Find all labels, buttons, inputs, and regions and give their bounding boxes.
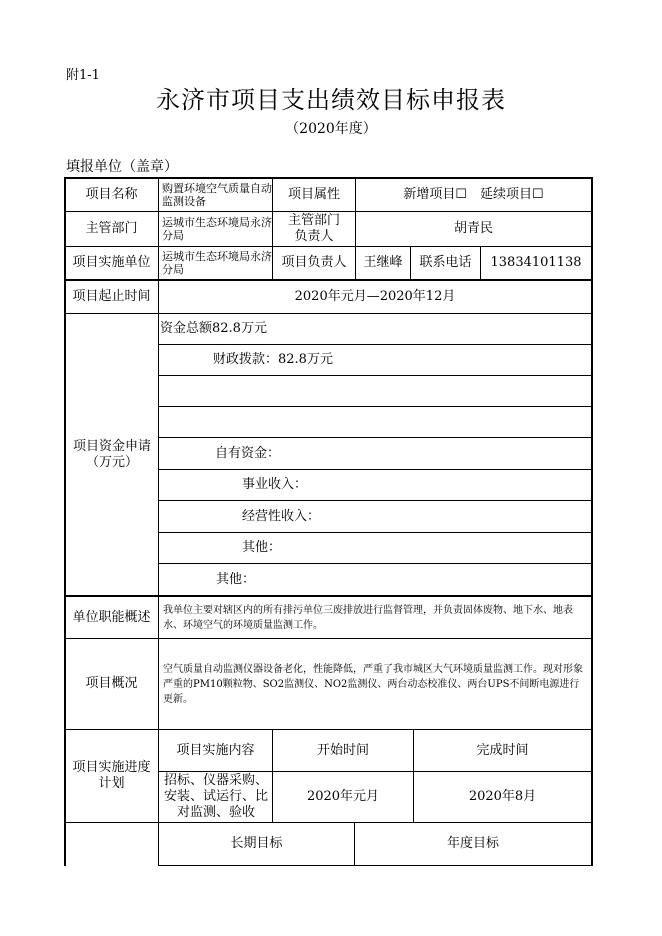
- schedule-end: 2020年8月: [468, 789, 537, 804]
- impl-unit-label: 项目实施单位: [72, 255, 151, 270]
- schedule-content-header: 项目实施内容: [176, 742, 255, 758]
- project-name-value: 购置环境空气质量自动监测设备: [162, 181, 272, 208]
- filling-unit-label: 填报单位（盖章）: [66, 159, 178, 175]
- phone-label: 联系电话: [419, 255, 472, 270]
- dept-value: 运城市生态环境局永济分局: [162, 216, 272, 242]
- project-name-label: 项目名称: [85, 186, 138, 202]
- fund-blank-1: [213, 376, 583, 406]
- fund-other-1: 其他：: [242, 540, 282, 555]
- period-value: 2020年元月—2020年12月: [294, 289, 456, 304]
- fund-fiscal: 财政拨款：82.8万元: [213, 352, 333, 367]
- fund-label: 项目资金申请（万元）: [72, 438, 151, 470]
- proj-head-value: 王继峰: [363, 255, 403, 270]
- overview-value: 空气质量自动监测仪器设备老化，性能降低，严重了我市城区大气环境质量监测工作。现对形象严重的PM10颗粒物、SO2监测仪、NO2监测仪、两台动态校准仪、两台UPS不间断电源进行更新。: [163, 663, 583, 705]
- schedule-label: 项目实施进度计划: [72, 760, 151, 791]
- impl-unit-value: 运城市生态环境局永济分局: [162, 250, 272, 276]
- project-attr-label: 项目属性: [287, 186, 340, 202]
- schedule-start: 2020年元月: [306, 789, 380, 804]
- dept-head-value: 胡青民: [453, 221, 493, 236]
- dept-label: 主管部门: [85, 221, 138, 236]
- fund-blank-2: [213, 407, 583, 437]
- fund-operating: 经营性收入：: [242, 508, 321, 524]
- annex-number: 附1-1: [66, 68, 100, 83]
- fund-other-2: 其他：: [216, 571, 256, 587]
- year-label: （2020年度）: [285, 121, 377, 137]
- proj-head-label: 项目负责人: [281, 255, 347, 270]
- overview-label: 项目概况: [85, 676, 138, 691]
- annual-goal-header: 年度目标: [446, 836, 499, 851]
- period-label: 项目起止时间: [72, 289, 151, 304]
- function-label: 单位职能概述: [72, 609, 151, 625]
- schedule-end-header: 完成时间: [476, 742, 529, 758]
- phone-value: 13834101138: [490, 255, 582, 270]
- page-title: 永济市项目支出绩效目标申报表: [156, 86, 506, 114]
- fund-business: 事业收入：: [242, 477, 308, 492]
- dept-head-label: 主管部门负责人: [287, 213, 340, 244]
- project-attr-value: 新增项目☐ 延续项目☐: [403, 186, 544, 202]
- fund-self: 自有资金：: [215, 445, 281, 461]
- long-term-goal-header: 长期目标: [230, 836, 283, 851]
- schedule-start-header: 开始时间: [316, 742, 369, 758]
- function-value: 我单位主要对辖区内的所有排污单位三废排放进行监督管理，并负责固体废物、地下水、地表水、环境空气的环境质量监测工作。: [163, 604, 573, 631]
- fund-total: 资金总额82.8万元: [160, 321, 267, 336]
- schedule-content: 招标、仪器采购、安装、试运行、比对监测、验收: [163, 773, 268, 820]
